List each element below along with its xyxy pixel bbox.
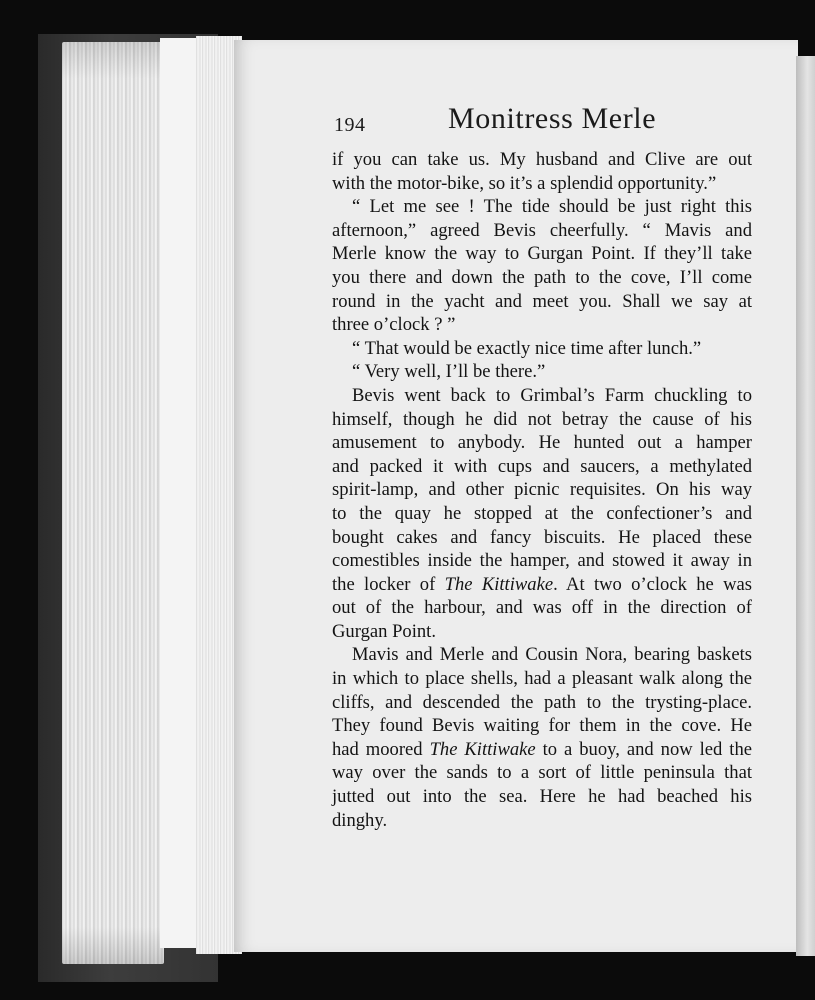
text-line: Merle know the way to Gurgan Point. If they’ll take <box>332 243 752 265</box>
ship-name: The Kittiwake <box>444 573 554 595</box>
body-text <box>332 148 752 832</box>
text-line: comestibles inside the hamper, and stowed it away in <box>332 550 752 572</box>
text-line: you there and down the path to the cove, I’ll come <box>332 266 752 288</box>
ship-name: The Kittiwake <box>429 738 536 760</box>
next-page-edge <box>796 56 815 956</box>
page-number: 194 <box>334 114 366 136</box>
page-header <box>334 102 752 142</box>
text-line: jutted out into the sea. Here he had beached his <box>332 786 752 808</box>
page-edges-left <box>62 42 164 964</box>
text-line: Mavis and Merle and Cousin Nora, bearing baskets <box>352 644 752 666</box>
text-line: afternoon,” agreed Bevis cheerfully. “ Mavis and <box>332 219 752 241</box>
text-line: “ Let me see ! The tide should be just right this <box>352 196 752 218</box>
text-line: They found Bevis waiting for them in the cove. He <box>332 715 752 737</box>
text-line: spirit-lamp, and other picnic requisites. On his way <box>332 479 752 501</box>
text-line: had moored The Kittiwake to a buoy, and now led the <box>332 738 753 760</box>
text-line: cliffs, and descended the path to the trysting-place. <box>332 691 752 713</box>
text-line: Bevis went back to Grimbal’s Farm chuckling to <box>352 384 752 406</box>
running-title: Monitress Merle <box>448 102 657 135</box>
text-line: “ Very well, I’ll be there.” <box>352 361 546 383</box>
text-line: and packed it with cups and saucers, a methylated <box>332 455 752 477</box>
text-line: out of the harbour, and was off in the direction of <box>332 597 752 619</box>
text-line: three o’clock ? ” <box>332 314 456 336</box>
text-line: way over the sands to a sort of little peninsula that <box>332 762 752 784</box>
text-line: if you can take us. My husband and Clive are out <box>332 149 752 170</box>
text-line: himself, though he did not betray the cause of his <box>332 408 752 430</box>
text-line: bought cakes and fancy biscuits. He placed these <box>332 526 752 548</box>
text-line: in which to place shells, had a pleasant walk along the <box>332 668 752 690</box>
text-line: Gurgan Point. <box>332 620 436 642</box>
text-line: amusement to anybody. He hunted out a hamper <box>332 432 752 454</box>
text-line: “ That would be exactly nice time after lunch.” <box>352 337 702 359</box>
text-line: dinghy. <box>332 809 388 831</box>
text-line: the locker of The Kittiwake. At two o’clock he was <box>332 573 752 595</box>
text-line: to the quay he stopped at the confectioner’s and <box>332 502 752 524</box>
text-line: with the motor-bike, so it’s a splendid opportunity.” <box>332 172 717 194</box>
text-line: round in the yacht and meet you. Shall we say at <box>332 290 752 312</box>
